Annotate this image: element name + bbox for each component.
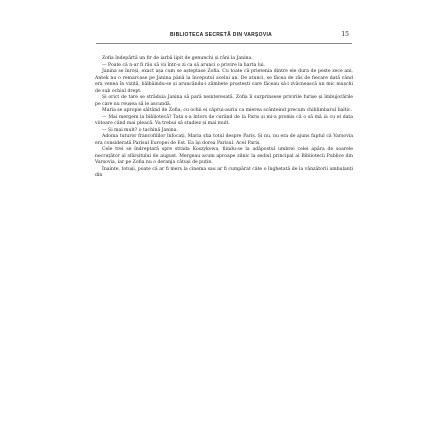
paragraph: Înainte, totuși, poate că ar fi mers la cinema sau ar fi cumpărat câte o înghețată de la vânzătorii ambulanți din [95, 166, 353, 178]
paragraph: Zofia îndepărtă un fir de iarbă lipit de genunchi și râni la Janina. [102, 56, 253, 61]
paragraph: Și orict de tare se străduia Janina să pară neinteresată, Zofia îi surprinsese privirile furișe și îmbujorările pe care nu reușea să le ascundă. [95, 95, 353, 107]
paragraph: Janina se înroși, exact așa cum se așteptase Zofia. Cu toate că prietenia dintre ele dura de peste zece ani, Antek nu o remarcase pe Janina până la începutul acelui an. De atunci, se făcea de râs de fiecare dată când era venea în vizită, bâlbâindu-se și aruncându-i zâmbete prostești care făceau să-i zvâcnească un mic mușchi de sub ochiul drept. [95, 69, 353, 94]
page-number: 15 [341, 31, 349, 38]
running-title: BIBLIOTECA SECRETĂ DIN VARȘOVIA [170, 32, 273, 38]
paragraph: — Mai mergem la bibliotecă? Tata s-a întors de curând de la Paris și mi-a promis că o să mă ia cu el data viitoare când mai pleacă. Va trebui să studiez și mai mult. [95, 114, 353, 126]
paragraph: — Poate că n-ar fi rău să vii într-o zi ca să arunci o privire la harta lui. [102, 62, 266, 68]
paragraph: — Și mai mult? o tachină Janina. [102, 127, 178, 133]
paragraph: Adoma tuturor francofililor înfocați, Maria știa totul despre Paris. Și nu, nu era de ajuns faptul că Varșovia era considerată Parisul Europei de Est. Ea își dorea Parisul. Acel Paris. [95, 134, 353, 146]
paragraph: Maria se apropie sâltând de Zofia, cu ochii ei căprui-auriu ca mierea scânteind precum chihlimbarul baltic. [102, 108, 353, 113]
paragraph: Cele trei se îndreptară spre strada Koszykowa, fiindu-se la adăpostul umbrei celei apăra de soarele necruțător al sfârșitului de august. Mergeau acum aproape zilnic la sediul principal al Bibliotecii Publice din Varșovia, iar pe Zofia nu o deranja câtuși de puțin. [95, 147, 353, 165]
body-text [95, 56, 353, 180]
page-header [96, 31, 352, 44]
